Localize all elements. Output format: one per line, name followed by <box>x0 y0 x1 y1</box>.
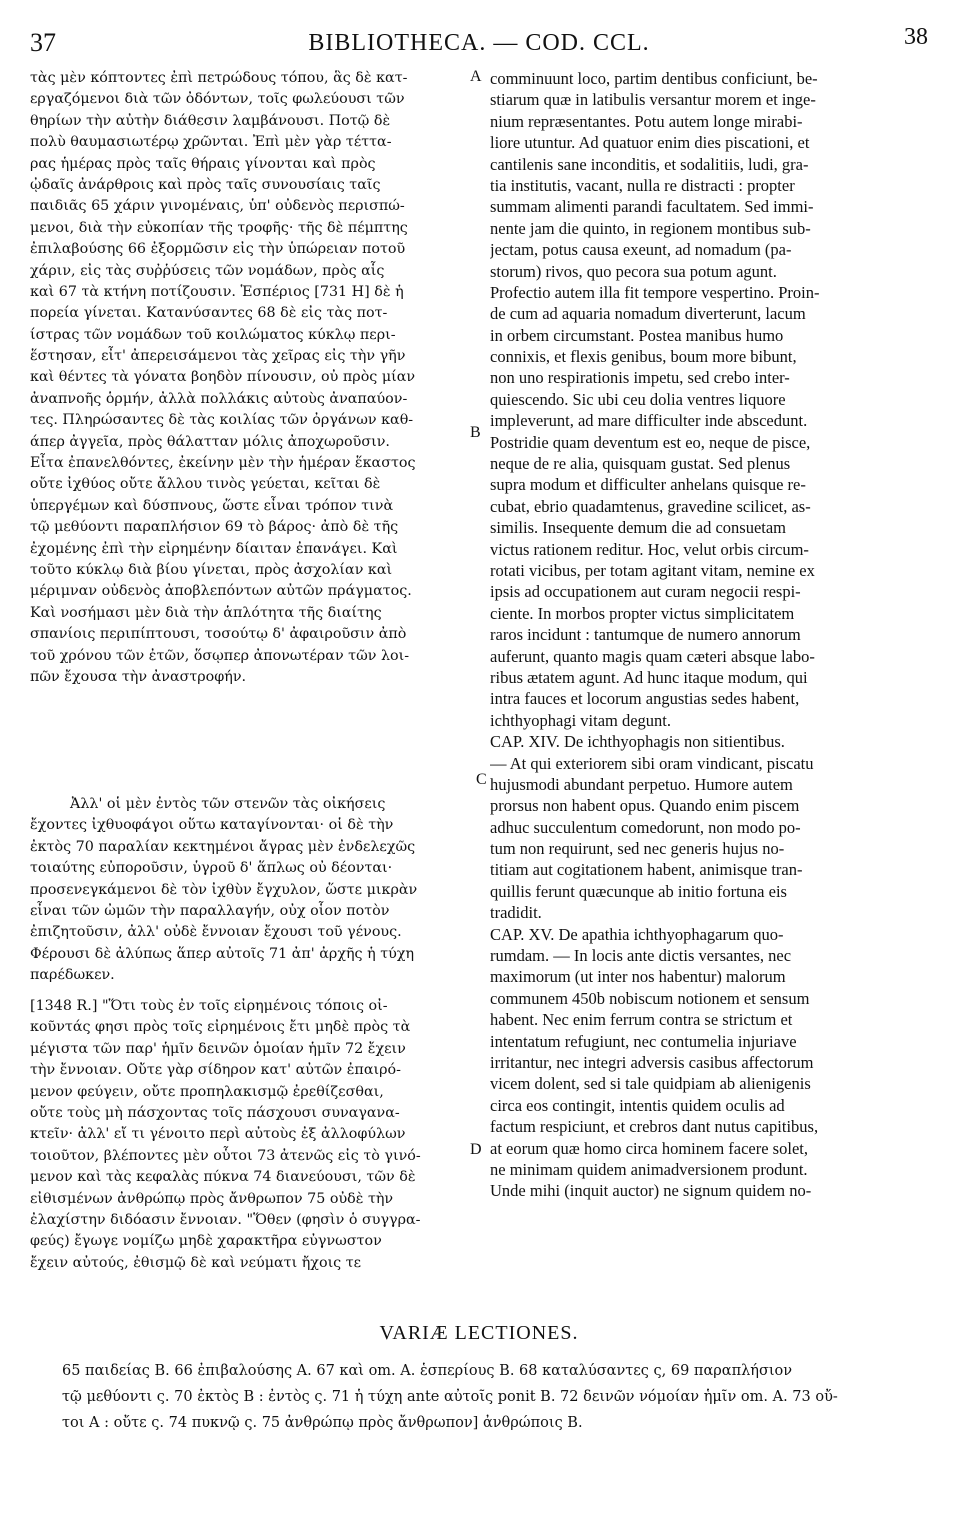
latin-text-line: habent. Nec enim ferrum contra se strictum et <box>490 1010 793 1030</box>
latin-text-line: rumdam. — In locis ante dictis versantes, nec <box>490 946 792 966</box>
variae-note-line: 65 παιδείας B. 66 ἐπιβαλούσης A. 67 καὶ om. A. ἑσπερίους B. 68 καταλύσαντες ς, 69 παραπλήσιον <box>62 1363 793 1379</box>
greek-text-line: εργαζόμενοι διὰ τῶν ὀδόντων, τοῖς φωλεύουσι τῶν <box>30 91 405 108</box>
latin-text-line: in orbem circumstant. Postea manibus humo <box>490 325 784 345</box>
latin-text-line: similis. Insequente demum die ad consuetam <box>490 518 787 538</box>
greek-block-2 <box>30 794 480 987</box>
greek-text-line: ἐλαχίστην διδόασιν ἔννοιαν. "Ὅθεν (φησὶν ὁ συγγρα- <box>30 1211 421 1228</box>
latin-text-line: rotati vicibus, per totam agitant vitam, nemine ex <box>490 560 815 580</box>
greek-text-line: σπανίοις περιπίπτουσι, τοσούτῳ δ' ἀφαιροῦσιν ἀπὸ <box>30 626 407 643</box>
greek-text-line: τὰς μὲν κόπτοντες ἐπὶ πετρώδους τόπου, ἃς δὲ κατ- <box>30 70 408 86</box>
greek-text-line: μενον φεύγειν, οὔτε προπηλακισμῷ ἐρεθίζεσθαι, <box>30 1083 384 1100</box>
margin-marker-a: A <box>470 68 482 85</box>
latin-text-line: ne minimam quidem animadversionem produnt. <box>490 1159 808 1179</box>
latin-text-line: intra fauces et locorum angustias sedes habent, <box>490 689 800 709</box>
greek-text-line: μέριμναν οὐδενὸς ἀποβλεπόντων αὐτῶν πράγματος. <box>30 583 412 600</box>
latin-text-line: connixis, et flexis genibus, boum more bibunt, <box>490 347 797 367</box>
latin-text-line: non uno respirationis impetu, sed crebo inter- <box>490 368 790 388</box>
greek-text-line: εἶναι τῶν ὠμῶν τὴν παραλλαγήν, οὐχ οἷον ποτὸν <box>30 902 390 919</box>
latin-text-line: cantilenis sane inconditis, et sodalitiis, ludi, gra- <box>490 154 809 174</box>
greek-text-line: ὑπεργέμων καὶ δύσπνους, ὥστε εἶναι τρόπον τινὰ <box>30 497 394 514</box>
greek-text-line: ἔχοντες ἰχθυοφάγοι οὕτω καταγίνονται· οἱ δὲ τὴν <box>30 817 394 834</box>
greek-text-line: προσενεγκάμενοι δὲ τὸν ἰχθὺν ἔγχυλον, ὥστε μικρὰν <box>30 881 418 898</box>
greek-text-line: πῶν ἔχουσα τὴν ἀναστροφήν. <box>30 668 247 685</box>
greek-text-line: ἐκτὸς 70 παραλίαν κεκτημένοι ἄγρας μὲν ἐνδελεχῶς <box>30 838 416 855</box>
latin-text-line: raros incidunt : tantumque de numero annorum <box>490 625 801 645</box>
latin-text-line: impleverunt, ad mare difficulter inde abscedunt. <box>490 411 808 431</box>
latin-text-line: ichthyophagi vitam degunt. <box>490 710 672 730</box>
latin-text-line: titiam aut cogitationem habent, animisque tran- <box>490 860 803 880</box>
greek-text-line: οὔτε ἰχθύος οὔτε ἄλλου τινὸς γεύεται, κεῖται δὲ <box>30 476 381 493</box>
greek-block-1 <box>30 68 480 688</box>
greek-text-line: Καὶ νοσήμασι μὲν διὰ τὴν ἁπλότητα τῆς διαίτης <box>30 604 382 621</box>
variae-note-line: τῷ μεθύοντι ς. 70 ἐκτὸς B : ἐντὸς ς. 71 ἡ τύχη ante αὐτοῖς ponit B. 72 δεινῶν νόμοίαν ἡμῖν om. A. 73 οὔ- <box>62 1389 838 1405</box>
greek-text-line: εἰθισμένων ἀνθρώπῳ πρὸς ἄνθρωπον 75 οὐδὲ τὴν <box>30 1190 394 1207</box>
latin-text-line: prorsus non habent opus. Quando enim piscem <box>490 796 800 816</box>
latin-text-line: intentatum refugiunt, nec contumelia injuriave <box>490 1031 797 1051</box>
variae-lectiones-notes <box>62 1358 932 1436</box>
greek-text-line: ἐπιζητοῦσιν, ἀλλ' οὐδὲ ἔννοιαν ἔχουσι τοῦ γένους. <box>30 924 402 941</box>
greek-text-line: καὶ 67 τὰ κτήνη ποτίζουσιν. Ἑσπέριος [731 Η] δὲ ἡ <box>30 283 404 300</box>
greek-text-line: μενοι, διὰ τὴν εὐκοπίαν τῆς τροφῆς· τῆς δὲ πέμπτης <box>30 219 408 236</box>
greek-text-line: ἐπιλαβούσης 66 ἐξορμῶσιν εἰς τὴν ὑπώρειαν ποτοῦ <box>30 241 406 258</box>
latin-text-line: tum non requirunt, sed nec generis hujus no- <box>490 839 785 859</box>
greek-text-line: τες. Πληρώσαντες δὲ τὰς κοιλίας τῶν ὀργάνων καθ- <box>30 412 414 429</box>
greek-text-line: τοῦτο κύκλῳ διὰ βίου γίνεται, πρὸς ἀσχολίαν καὶ <box>30 561 393 578</box>
latin-text-line: adhuc succulentum comedorunt, non modo po- <box>490 817 801 837</box>
running-title: BIBLIOTHECA. — COD. CCL. <box>308 30 650 56</box>
latin-text-line: auferunt, quanto magis quam cæteri absque labo- <box>490 646 815 666</box>
greek-text-line: ᾠδαῖς ἀνάρθροις καὶ πρὸς ταῖς συνουσίαις ταῖς <box>30 176 381 193</box>
latin-text-line: neque de re alia, quisquam gustat. Sed plenus <box>490 454 791 474</box>
greek-text-line: τῷ μεθύοντι παραπλήσιον 69 τὸ βάρος· ἀπὸ δὲ τῆς <box>30 519 399 536</box>
page-number-right: 38 <box>904 24 928 50</box>
greek-text-line: Εἶτα ἐπανελθόντες, ἐκείνην μὲν τὴν ἡμέραν ἕκαστος <box>30 455 416 472</box>
latin-text-line: hujusmodi abundant perpetuo. Humore autem <box>490 774 793 794</box>
greek-text-line: τοῦ χρόνου τῶν ἐτῶν, ὅσῳπερ ἀπονωτέραν τῶν λοι- <box>30 647 410 664</box>
greek-text-line: θηρίων τὴν αὐτὴν διάθεσιν λαμβάνουσι. Ποτῷ δὲ <box>30 112 391 129</box>
greek-text-line: μενον καὶ τὰς κεφαλὰς πύκνα 74 διανεύουσι, τῶν δὲ <box>30 1169 416 1186</box>
greek-text-line: τοιαύτης εὐποροῦσιν, ὑγροῦ δ' ἅπλως οὐ δέονται· <box>30 860 393 877</box>
variae-note-line: τοι A : οὔτε ς. 74 πυκνῷ ς. 75 ἀνθρώπῳ πρὸς ἄνθρωπον] ἀνθρώποις B. <box>62 1415 583 1431</box>
latin-text-line: factum respiciunt, et crebros dant nutus capitibus, <box>490 1117 819 1137</box>
greek-text-line: ρας ἡμέρας πρὸς ταῖς θήραις γίνονται καὶ πρὸς <box>30 155 376 172</box>
latin-text-line: de cum ad aquaria nomadum diverterunt, lacum <box>490 304 806 324</box>
greek-text-line: κοῦντάς φησι πρὸς τοῖς εἰρημένοις ἔτι μηδὲ πρὸς τὰ <box>30 1019 411 1036</box>
greek-text-line: ἀναπνοῆς ὁρμήν, ἀλλὰ πολλάκις αὐτοὺς ἀναπαύον- <box>30 390 408 407</box>
latin-text-line: circa eos contingit, intentis quidem oculis ad <box>490 1095 785 1115</box>
latin-text-line: irritantur, nec integri adversis casibus affectorum <box>490 1052 814 1072</box>
margin-marker-d: D <box>470 1141 482 1158</box>
latin-text-line: ciente. In morbos propter victus simplicitatem <box>490 603 795 623</box>
greek-text-line: κτεῖν· ἀλλ' εἴ τι γένοιτο περὶ αὐτοὺς ἐξ ἀλλοφύλων <box>30 1126 406 1143</box>
latin-text-line: victus rationem reditur. Hoc, velut orbis circum- <box>490 539 809 559</box>
latin-text-line: ribus ætatem agunt. Ad hunc itaque modum, qui <box>490 667 808 687</box>
page-number-left: 37 <box>30 28 56 57</box>
latin-text-line: CAP. XIV. De ichthyophagis non sitientibus. <box>490 732 785 752</box>
latin-text-block <box>490 68 948 1202</box>
latin-text-line: jectam, potus causa exeunt, ad nomadum (pa- <box>490 240 792 260</box>
latin-text-line: comminuunt loco, partim dentibus conficiunt, be- <box>490 69 818 88</box>
latin-text-line: liore utuntur. Ad quatuor enim dies piscationi, et <box>490 133 810 153</box>
greek-text-line: ἔχειν αὐτούς, ἐθισμῷ δὲ καὶ νεύματι ἤχοις τε <box>30 1254 362 1271</box>
latin-text-line: nium repræsentantes. Potu autem longe mirabi- <box>490 111 803 131</box>
greek-text-line: παρέδωκεν. <box>30 967 115 984</box>
latin-text-line: communem 450b nobiscum notionem et sensum <box>490 988 810 1008</box>
latin-text-line: Unde mihi (inquit auctor) ne signum quidem no- <box>490 1181 812 1201</box>
latin-text-line: cubat, ebrio quadamtenus, gravedine scilicet, as- <box>490 496 811 516</box>
greek-block-3 <box>30 996 480 1274</box>
greek-text-line: [1348 R.] "Ὅτι τοὺς ἐν τοῖς εἰρημένοις τόποις οἰ- <box>30 998 388 1014</box>
latin-text-line: maximorum (ut inter nos habentur) malorum <box>490 967 786 987</box>
greek-text-line: μέγιστα τῶν παρ' ἡμῖν δεινῶν ὁμοίαν ἡμῖν 72 ἔχειν <box>30 1040 406 1057</box>
greek-text-line: ἕστησαν, εἶτ' ἀπερεισάμενοι τὰς χεῖρας εἰς τὴν γῆν <box>30 348 406 365</box>
greek-text-line: φεύς) ἔγωγε νομίζω μηδὲ χαρακτῆρα εὐγνωστον <box>30 1233 382 1250</box>
latin-text-line: quillis ferunt quæcunque ab initio fortuna eis <box>490 881 787 901</box>
greek-text-line: Φέρουσι δὲ ἀλύπως ἅπερ αὐτοῖς 71 ἀπ' ἀρχῆς ἡ τύχη <box>30 945 415 962</box>
greek-text-line: χάριν, εἰς τὰς συῤῥύσεις τῶν νομάδων, πρὸς αἷς <box>30 262 385 279</box>
latin-text-line: summam alimenti parandi facultatem. Sed immi- <box>490 197 814 217</box>
greek-text-line: ἐχομένης ἐπὶ τὴν εἰρημένην δίαιταν ἐπανάγει. Καὶ <box>30 540 398 557</box>
latin-text-line: — At qui exteriorem sibi oram vindicant, piscatu <box>490 753 814 773</box>
variae-lectiones-title: VARIÆ LECTIONES. <box>379 1322 579 1344</box>
latin-text-line: Postridie quam deventum est eo, neque de pisce, <box>490 432 811 452</box>
latin-text-line: supra modum et difficulter anhelans quisque re- <box>490 475 806 495</box>
greek-text-line: άπερ ἀγγεῖα, πρὸς θάλατταν μόλις ἀποχωροῦσιν. <box>30 433 390 450</box>
greek-text-line: παιδιᾶς 65 χάριν γινομέναις, ὑπ' οὐδενὸς περισπώ- <box>30 198 405 215</box>
latin-text-line: Profectio autem illa fit tempore vespertino. Proin- <box>490 282 820 302</box>
greek-text-line: Ἀλλ' οἱ μὲν ἐντὸς τῶν στενῶν τὰς οἰκήσεις <box>70 796 386 812</box>
greek-text-line: τοιοῦτον, βλέποντες μὲν οὗτοι 73 ἀτενῶς εἰς τὸ γινό- <box>30 1147 421 1164</box>
latin-text-line: CAP. XV. De apathia ichthyophagarum quo- <box>490 924 784 944</box>
greek-text-line: πολὺ θαυμασιωτέρῳ χρῶνται. Ἐπὶ μὲν γὰρ τέττα- <box>30 134 392 151</box>
latin-text-line: stiarum quæ in latibulis versantur morem et inge- <box>490 90 816 110</box>
latin-text-line: tradidit. <box>490 903 542 923</box>
latin-text-line: storum) rivos, quo pecora sua potum agunt. <box>490 261 777 281</box>
latin-text-line: tia institutis, vacant, nulla re distracti : propter <box>490 175 795 195</box>
latin-text-line: at eorum quæ homo circa hominem facere solet, <box>490 1138 808 1158</box>
greek-text-line: πορεία γίνεται. Κατανύσαντες 68 δὲ εἰς τὰς ποτ- <box>30 305 388 322</box>
latin-text-line: quiescendo. Sic ubi ceu dolia ventres liquore <box>490 389 786 409</box>
latin-text-line: nente jam die quinto, in regionem montibus sub- <box>490 218 811 238</box>
latin-text-line: vicem dolent, sed si tale quidpiam ab alienigenis <box>490 1074 811 1094</box>
greek-text-line: τὴν ἔννοιαν. Οὔτε γὰρ σίδηρον κατ' αὐτῶν ἐπαιρό- <box>30 1062 401 1079</box>
greek-text-line: ίστρας τῶν νομάδων τοῦ κοιλώματος κύκλῳ περι- <box>30 326 396 343</box>
latin-text-line: ipsis ad occupationem aut curam negocii respi- <box>490 582 801 602</box>
greek-text-line: καὶ θέντες τὰ γόνατα βοηδὸν πίνουσιν, οὐ πρὸς μίαν <box>30 369 416 386</box>
page-header <box>30 24 928 64</box>
margin-marker-c: C <box>476 771 487 788</box>
greek-text-line: οὔτε τοὺς μὴ πάσχοντας τοῖς πάσχουσι συναγανα- <box>30 1104 400 1121</box>
margin-marker-b: B <box>470 424 481 441</box>
